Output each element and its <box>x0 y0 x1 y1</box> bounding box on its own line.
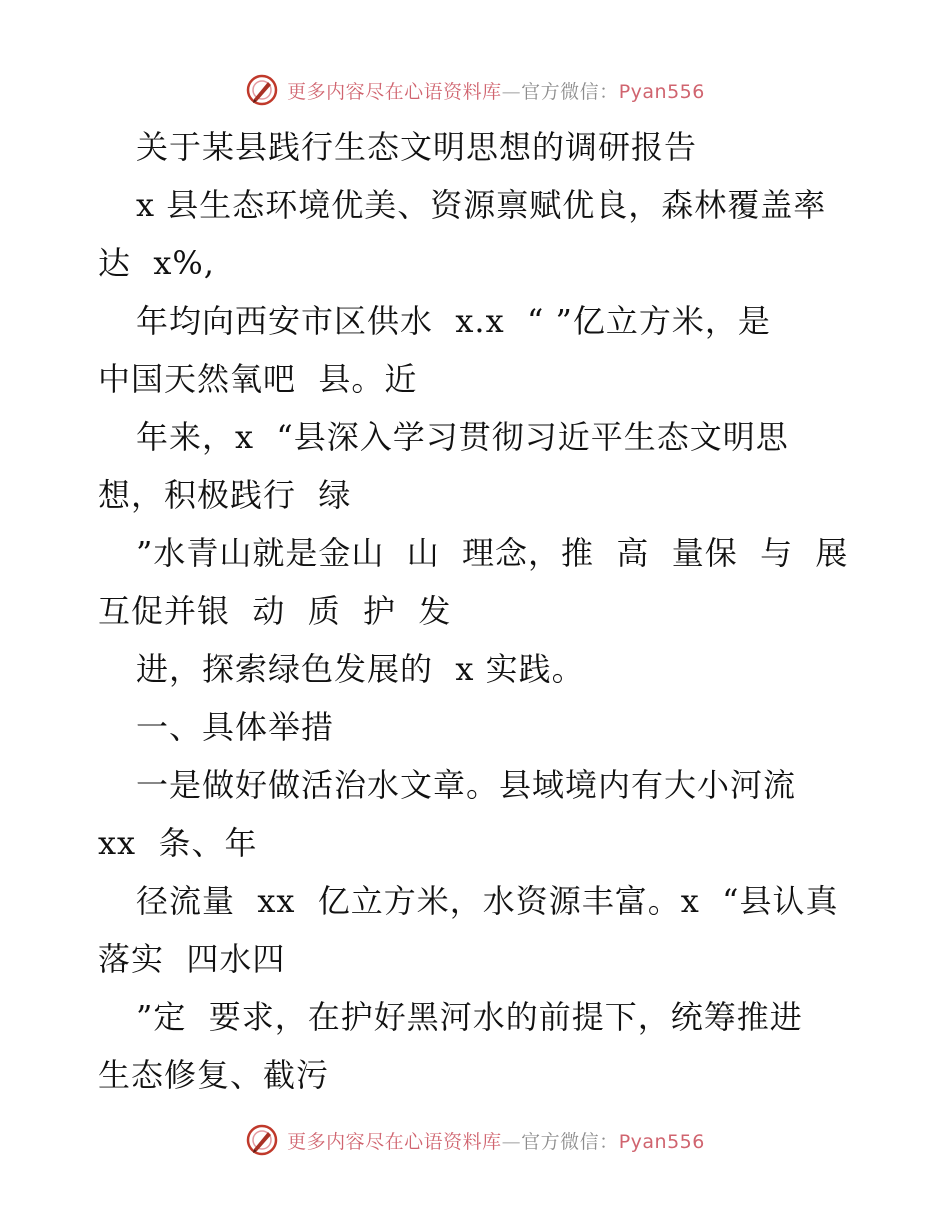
watermark-separator: — <box>501 1130 522 1153</box>
watermark-main: 更多内容尽在心语资料库 <box>287 80 502 103</box>
document-body <box>98 118 858 1104</box>
watermark-wechat-label: 官方微信： <box>521 80 619 103</box>
watermark-text <box>287 1127 705 1154</box>
pen-logo-icon <box>245 1123 279 1157</box>
text-line: 进，探索绿色发展的 x 实践。 <box>136 650 585 688</box>
text-line: 达 x%, <box>98 244 215 282</box>
text-line: 互促并银 动 质 护 发 <box>98 592 452 630</box>
watermark-wechat-id: Pyan556 <box>618 1130 705 1153</box>
text-line: xx 条、年 <box>98 824 258 862</box>
section-heading: 一、具体举措 <box>136 708 335 746</box>
text-line: 落实 四水四 <box>98 940 286 978</box>
text-line: 生态修复、截污 <box>98 1056 330 1094</box>
watermark-footer <box>0 1120 950 1160</box>
watermark-wechat-label: 官方微信： <box>521 1130 619 1153</box>
watermark-separator: — <box>501 80 522 103</box>
watermark-text <box>287 77 705 104</box>
document-title: 关于某县践行生态文明思想的调研报告 <box>136 128 698 166</box>
watermark-wechat-id: Pyan556 <box>618 80 705 103</box>
watermark-header <box>0 70 950 110</box>
text-line: ”水青山就是金山 山 理念，推 高 量保 与 展 <box>136 534 849 572</box>
text-line: 年均向西安市区供水 x.x “ ”亿立方米，是 <box>136 302 771 340</box>
text-line: 年来，x “县深入学习贯彻习近平生态文明思 <box>136 418 789 456</box>
text-line: 想，积极践行 绿 <box>98 476 352 514</box>
text-line: x 县生态环境优美、资源禀赋优良，森林覆盖率 <box>136 186 827 224</box>
watermark-main: 更多内容尽在心语资料库 <box>287 1130 502 1153</box>
text-line: 径流量 xx 亿立方米，水资源丰富。x “县认真 <box>136 882 839 920</box>
text-line: ”定 要求，在护好黑河水的前提下，统筹推进 <box>136 998 803 1036</box>
pen-logo-icon <box>245 73 279 107</box>
text-line: 中国天然氧吧 县。近 <box>98 360 418 398</box>
text-line: 一是做好做活治水文章。县域境内有大小河流 <box>136 766 797 804</box>
